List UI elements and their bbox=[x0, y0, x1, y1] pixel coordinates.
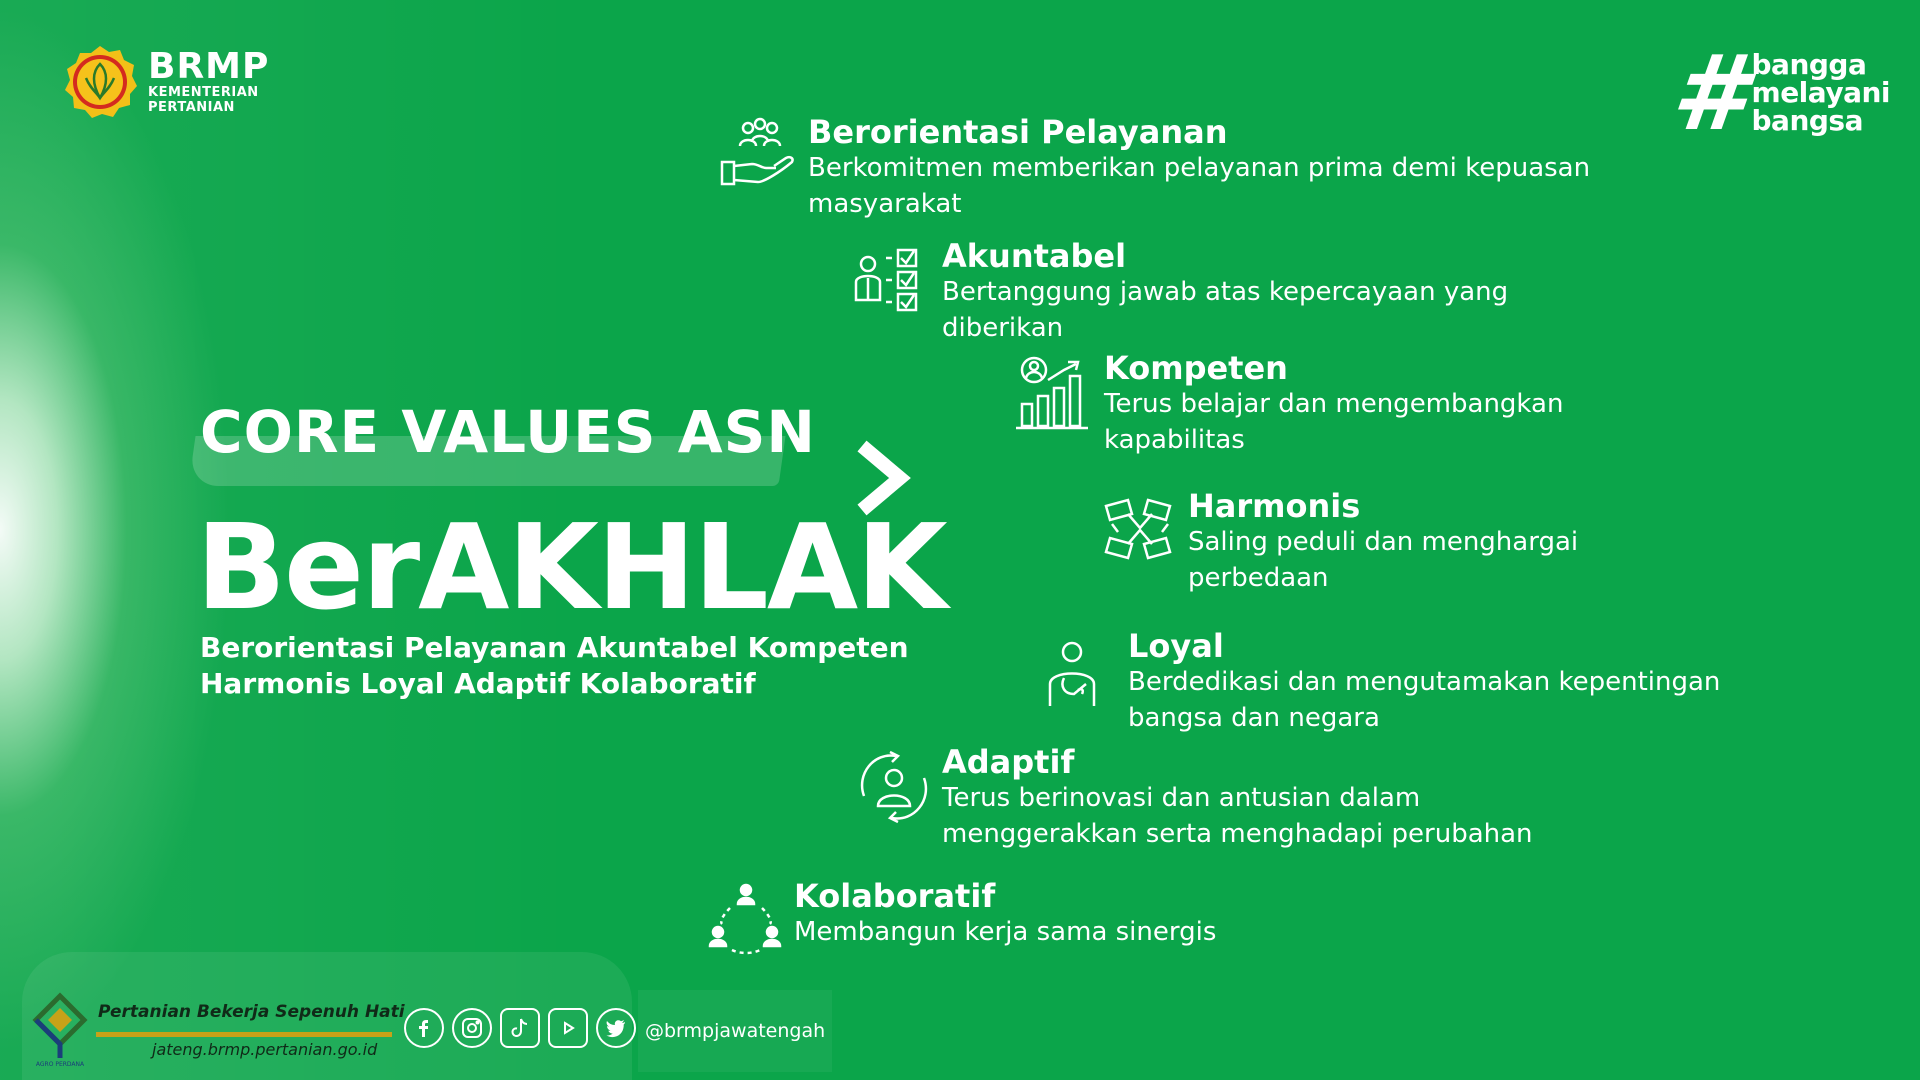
value-title: Kompeten bbox=[1104, 349, 1288, 387]
footer-website-link[interactable]: jateng.brmp.pertanian.go.id bbox=[152, 1040, 378, 1059]
value-item-akuntabel bbox=[852, 238, 1572, 346]
footer-slogan: Pertanian Bekerja Sepenuh Hati bbox=[98, 1002, 405, 1022]
value-desc: Berkomitmen memberikan pelayanan prima demi kepuasan masyarakat bbox=[808, 153, 1591, 219]
value-title: Loyal bbox=[1128, 627, 1224, 665]
value-desc: Saling peduli dan menghargai perbedaan bbox=[1188, 527, 1579, 593]
core-values-text: CORE VALUES ASN bbox=[200, 398, 816, 466]
value-title: Kolaboratif bbox=[794, 877, 996, 915]
hash-symbol: # bbox=[1666, 32, 1752, 154]
hands-together-icon bbox=[1098, 488, 1182, 572]
value-item-kolaboratif bbox=[704, 878, 1504, 962]
checklist-icon bbox=[852, 238, 936, 322]
value-desc: Terus berinovasi dan antusian dalam menggerakkan serta menghadapi perubahan bbox=[942, 783, 1533, 849]
social-icons bbox=[404, 1008, 636, 1048]
berakhlak-title: BerAKHLAK bbox=[196, 498, 946, 636]
team-network-icon bbox=[704, 878, 788, 962]
core-values-heading bbox=[192, 398, 816, 488]
instagram-icon[interactable] bbox=[452, 1008, 492, 1048]
loyal-person-icon bbox=[1038, 628, 1122, 712]
agro-logo-caption: AGRO PERDANA bbox=[35, 1061, 85, 1068]
value-item-harmonis bbox=[1098, 488, 1658, 596]
berakhlak-subtitle: Berorientasi Pelayanan Akuntabel Kompeten Harmonis Loyal Adaptif Kolaboratif bbox=[200, 631, 909, 700]
value-item-berorientasi-pelayanan bbox=[718, 114, 1658, 222]
brand-line-1: KEMENTERIAN bbox=[148, 85, 259, 100]
footer-divider bbox=[96, 1032, 392, 1037]
hashtag-logo bbox=[1666, 32, 1890, 154]
value-desc: Bertanggung jawab atas kepercayaan yang diberikan bbox=[942, 277, 1509, 343]
brand-logo bbox=[62, 44, 269, 120]
kementan-seal-icon bbox=[62, 44, 138, 120]
hashtag-word-1: bangga bbox=[1751, 48, 1867, 81]
agro-logo-icon bbox=[30, 992, 90, 1068]
value-title: Adaptif bbox=[942, 743, 1075, 781]
value-desc: Terus belajar dan mengembangkan kapabilitas bbox=[1104, 389, 1564, 455]
brand-name: BRMP bbox=[148, 46, 270, 87]
value-item-loyal bbox=[1038, 628, 1758, 736]
service-hand-icon bbox=[718, 114, 802, 198]
twitter-icon[interactable] bbox=[596, 1008, 636, 1048]
youtube-icon[interactable] bbox=[548, 1008, 588, 1048]
social-handle[interactable]: @brmpjawatengah bbox=[645, 1020, 826, 1042]
value-title: Harmonis bbox=[1188, 487, 1361, 525]
value-title: Akuntabel bbox=[942, 237, 1127, 275]
value-title: Berorientasi Pelayanan bbox=[808, 113, 1228, 151]
brand-line-2: PERTANIAN bbox=[148, 100, 235, 115]
value-desc: Membangun kerja sama sinergis bbox=[794, 917, 1217, 947]
hashtag-word-2: melayani bbox=[1751, 76, 1890, 109]
facebook-icon[interactable] bbox=[404, 1008, 444, 1048]
value-item-adaptif bbox=[852, 744, 1612, 852]
value-item-kompeten bbox=[1014, 350, 1654, 458]
adapt-cycle-icon bbox=[852, 744, 936, 828]
value-desc: Berdedikasi dan mengutamakan kepentingan bangsa dan negara bbox=[1128, 667, 1721, 733]
tiktok-icon[interactable] bbox=[500, 1008, 540, 1048]
growth-chart-icon bbox=[1014, 350, 1098, 434]
hashtag-word-3: bangsa bbox=[1751, 104, 1863, 137]
